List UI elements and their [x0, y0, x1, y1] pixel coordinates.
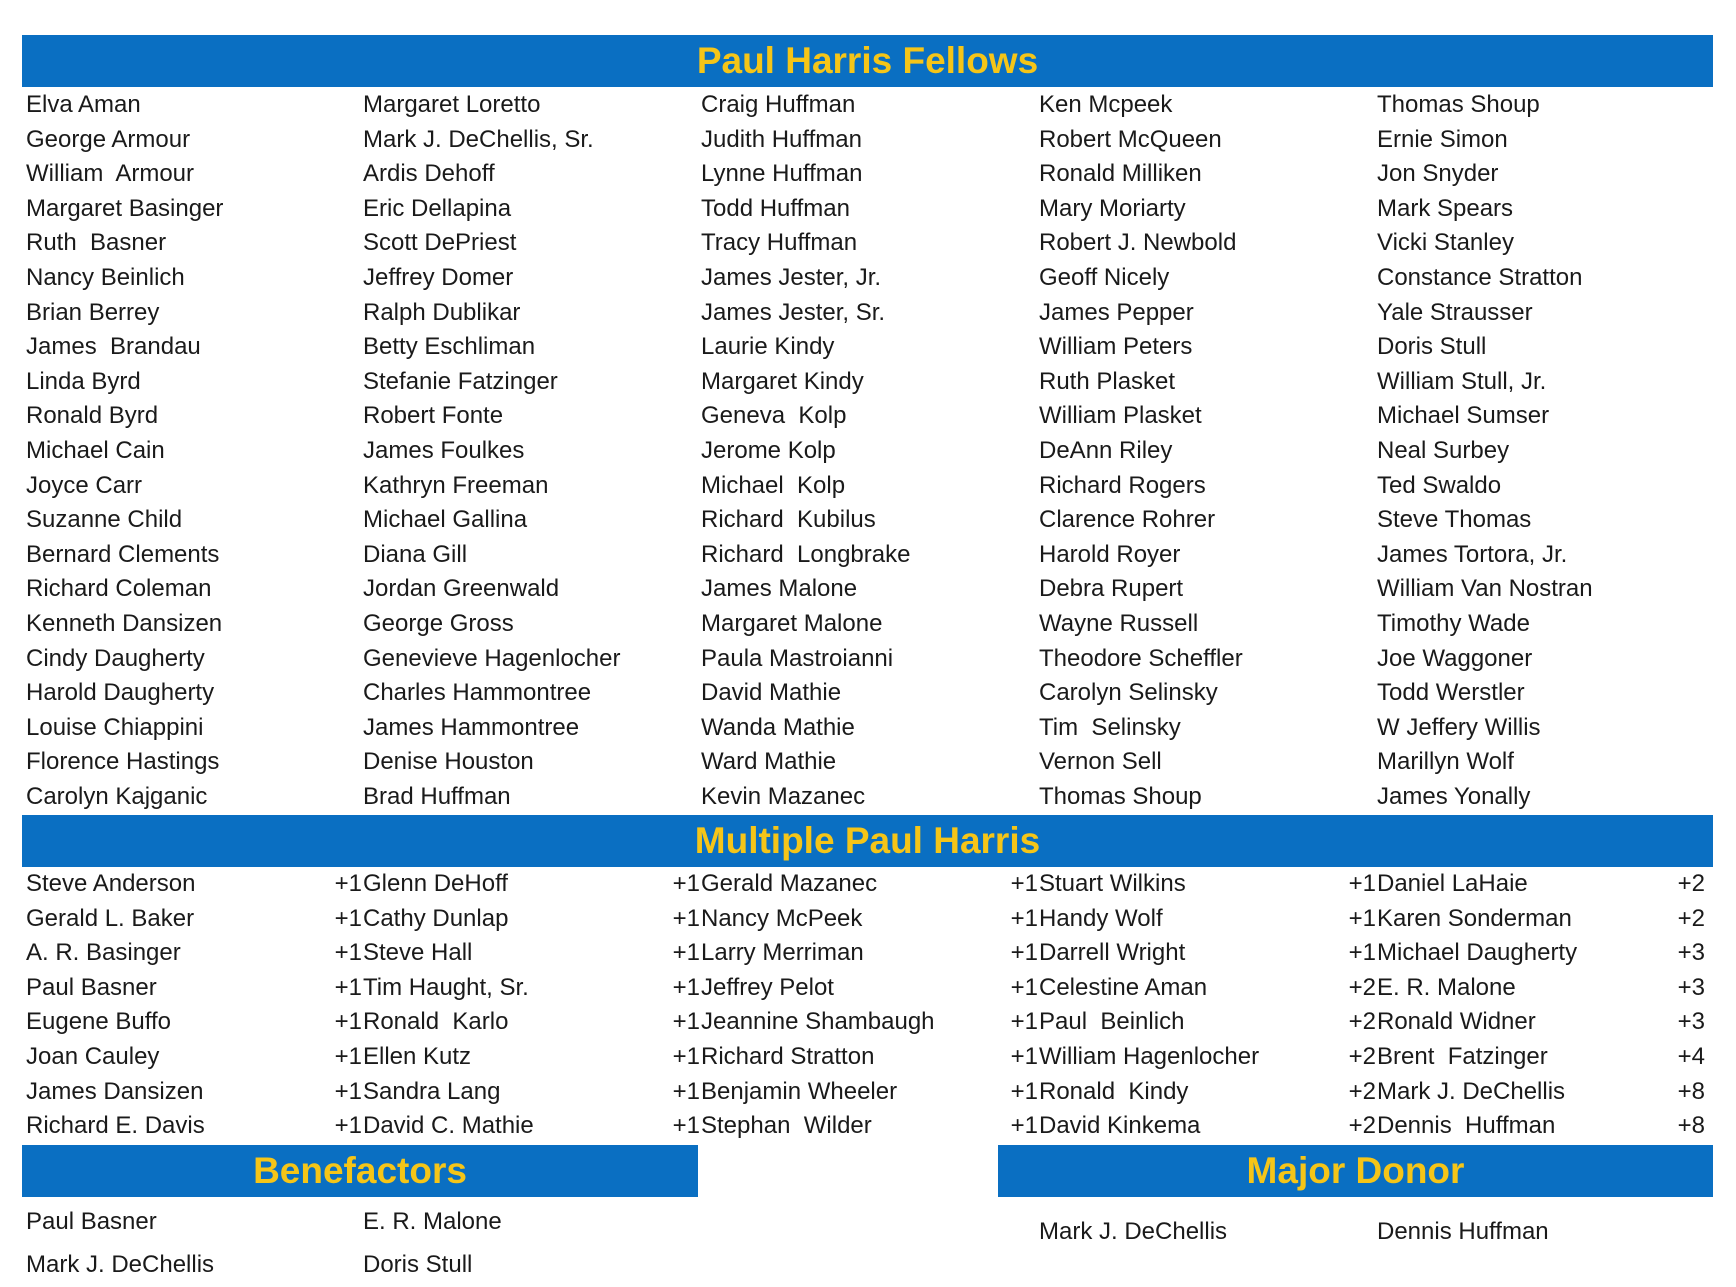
- fellow-name: Debra Rupert: [1039, 575, 1184, 603]
- multiple-fellow-count: +1: [672, 904, 700, 932]
- multiple-fellow-name: Stuart Wilkins: [1039, 870, 1186, 897]
- fellow-name: Wanda Mathie: [701, 713, 855, 741]
- multiple-fellow-name: E. R. Malone: [1377, 973, 1516, 1001]
- fellow-name: Robert Fonte: [363, 402, 504, 430]
- multiple-fellow-name: Handy Wolf: [1039, 904, 1163, 932]
- fellow-name: Ward Mathie: [701, 748, 837, 776]
- multiple-fellow-count: +1: [1010, 1008, 1038, 1036]
- multiple-fellow-count: +1: [1348, 870, 1376, 897]
- fellow-name: DeAnn Riley: [1039, 437, 1173, 464]
- fellow-name: W Jeffery Willis: [1377, 713, 1541, 741]
- multiple-fellow-count: +2: [1348, 973, 1376, 1001]
- fellow-name: Joyce Carr: [26, 471, 143, 499]
- fellow-name: James Jester, Jr.: [701, 264, 882, 291]
- multiple-fellow-count: +3: [1677, 1008, 1705, 1036]
- fellow-name: Doris Stull: [1377, 333, 1487, 361]
- fellow-name: Geneva Kolp: [701, 402, 847, 430]
- fellow-name: Neal Surbey: [1377, 437, 1510, 464]
- fellow-name: Ardis Dehoff: [363, 160, 495, 188]
- fellow-name: Elva Aman: [26, 91, 141, 118]
- fellow-name: Margaret Kindy: [701, 367, 864, 395]
- fellow-name: Constance Stratton: [1377, 264, 1583, 291]
- multiple-fellow-name: Michael Daugherty: [1377, 939, 1578, 967]
- multiple-fellow-name: Stephan Wilder: [701, 1112, 872, 1140]
- fellow-name: Michael Kolp: [701, 471, 846, 499]
- fellow-name: Richard Kubilus: [701, 506, 876, 534]
- multiple-fellow-count: +2: [1348, 1008, 1376, 1036]
- multiple-fellow-name: Richard E. Davis: [26, 1112, 205, 1140]
- fellow-name: James Hammontree: [363, 713, 580, 741]
- multiple-fellow-name: Larry Merriman: [701, 939, 864, 967]
- fellow-name: Margaret Basinger: [26, 194, 224, 222]
- multiple-fellow-count: +1: [1010, 1043, 1038, 1070]
- multiple-fellow-count: +1: [334, 870, 362, 897]
- fellow-name: Ken Mcpeek: [1039, 91, 1173, 118]
- fellow-name: Laurie Kindy: [701, 333, 835, 361]
- fellow-name: Thomas Shoup: [1377, 91, 1540, 118]
- fellow-name: Brad Huffman: [363, 783, 511, 810]
- multiple-fellow-name: Karen Sonderman: [1377, 904, 1572, 932]
- fellow-name: Richard Rogers: [1039, 471, 1206, 499]
- multiple-fellow-name: Ronald Karlo: [363, 1008, 509, 1036]
- multiple-fellow-count: +8: [1677, 1112, 1705, 1140]
- multiple-fellow-count: +1: [1010, 870, 1038, 897]
- fellow-name: James Pepper: [1039, 298, 1194, 326]
- fellow-name: Brian Berrey: [26, 298, 160, 326]
- fellow-name: Cindy Daugherty: [26, 644, 205, 672]
- multiple-fellow-name: Jeffrey Pelot: [701, 973, 834, 1001]
- multiple-fellow-name: Jeannine Shambaugh: [701, 1008, 935, 1036]
- fellow-name: Carolyn Selinsky: [1039, 679, 1218, 707]
- fellow-name: Carolyn Kajganic: [26, 783, 208, 810]
- fellow-name: Thomas Shoup: [1039, 783, 1202, 810]
- benefactor-name: Mark J. DeChellis: [26, 1251, 215, 1278]
- fellow-name: Robert J. Newbold: [1039, 229, 1237, 257]
- multiple-fellow-name: David C. Mathie: [363, 1112, 534, 1140]
- fellow-name: Richard Longbrake: [701, 540, 911, 568]
- fellow-name: Clarence Rohrer: [1039, 506, 1216, 534]
- fellow-name: Theodore Scheffler: [1039, 644, 1243, 672]
- multiple-fellow-name: Celestine Aman: [1039, 973, 1208, 1001]
- multiple-fellow-count: +1: [672, 1077, 700, 1105]
- fellow-name: Jordan Greenwald: [363, 575, 560, 603]
- fellow-name: Tracy Huffman: [701, 229, 858, 257]
- multiple-fellow-name: Gerald L. Baker: [26, 904, 195, 932]
- multiple-fellow-name: William Hagenlocher: [1039, 1043, 1260, 1070]
- fellow-name: Wayne Russell: [1039, 610, 1199, 637]
- fellow-name: Eric Dellapina: [363, 194, 512, 222]
- multiple-fellow-count: +1: [672, 939, 700, 967]
- fellow-name: Ted Swaldo: [1377, 471, 1502, 499]
- fellow-name: James Malone: [701, 575, 858, 603]
- fellow-name: Denise Houston: [363, 748, 534, 776]
- multiple-fellow-count: +1: [1010, 904, 1038, 932]
- multiple-fellow-name: Daniel LaHaie: [1377, 870, 1528, 897]
- fellow-name: Suzanne Child: [26, 506, 183, 534]
- fellow-name: James Brandau: [26, 333, 201, 361]
- fellow-name: Bernard Clements: [26, 540, 220, 568]
- fellow-name: Scott DePriest: [363, 229, 517, 257]
- fellow-name: William Peters: [1039, 333, 1193, 361]
- fellow-name: Todd Werstler: [1377, 679, 1525, 707]
- fellow-name: Genevieve Hagenlocher: [363, 644, 621, 672]
- multiple-fellow-name: Dennis Huffman: [1377, 1112, 1556, 1140]
- multiple-fellow-count: +1: [334, 904, 362, 932]
- fellow-name: William Armour: [26, 160, 195, 188]
- fellow-name: Harold Royer: [1039, 540, 1181, 568]
- multiple-fellow-count: +2: [1348, 1112, 1376, 1140]
- multiple-fellow-count: +1: [672, 1008, 700, 1036]
- fellow-name: Mark J. DeChellis, Sr.: [363, 125, 594, 153]
- benefactor-name: Doris Stull: [363, 1251, 473, 1278]
- multiple-fellow-count: +3: [1677, 939, 1705, 967]
- fellow-name: Louise Chiappini: [26, 713, 204, 741]
- multiple-fellow-count: +1: [334, 1112, 362, 1140]
- multiple-fellow-name: Paul Beinlich: [1039, 1008, 1185, 1036]
- multiple-fellow-count: +4: [1677, 1043, 1705, 1070]
- fellow-name: Judith Huffman: [701, 125, 862, 153]
- fellow-name: Todd Huffman: [701, 194, 850, 222]
- fellow-name: Vernon Sell: [1039, 748, 1162, 776]
- fellow-name: Vicki Stanley: [1377, 229, 1514, 257]
- fellow-name: Steve Thomas: [1377, 506, 1532, 534]
- multiple-fellow-name: Richard Stratton: [701, 1043, 875, 1070]
- multiple-fellow-name: Ronald Kindy: [1039, 1077, 1189, 1105]
- fellow-name: Michael Gallina: [363, 506, 528, 534]
- section-header-multiple-paul-harris: Multiple Paul Harris: [22, 815, 1713, 867]
- multiple-fellow-count: +2: [1348, 1077, 1376, 1105]
- fellow-name: Kathryn Freeman: [363, 471, 549, 499]
- fellow-name: Ruth Plasket: [1039, 367, 1176, 395]
- multiple-fellow-name: Brent Fatzinger: [1377, 1043, 1548, 1070]
- fellow-name: George Gross: [363, 610, 514, 637]
- fellow-name: William Stull, Jr.: [1377, 367, 1547, 395]
- fellow-name: Robert McQueen: [1039, 125, 1222, 153]
- fellow-name: Craig Huffman: [701, 91, 856, 118]
- multiple-fellow-name: Joan Cauley: [26, 1043, 160, 1070]
- fellow-name: Michael Cain: [26, 437, 165, 464]
- multiple-fellow-count: +1: [1348, 939, 1376, 967]
- multiple-fellow-count: +3: [1677, 973, 1705, 1001]
- multiple-fellow-name: Cathy Dunlap: [363, 904, 509, 932]
- benefactor-name: Paul Basner: [26, 1208, 157, 1235]
- multiple-fellow-count: +1: [334, 973, 362, 1001]
- fellow-name: Michael Sumser: [1377, 402, 1550, 430]
- multiple-fellow-count: +2: [1348, 1043, 1376, 1070]
- multiple-fellow-name: Ellen Kutz: [363, 1043, 472, 1070]
- fellow-name: Tim Selinsky: [1039, 713, 1181, 741]
- fellow-name: Ronald Milliken: [1039, 160, 1202, 188]
- fellow-name: Yale Strausser: [1377, 298, 1533, 326]
- fellow-name: Mark Spears: [1377, 194, 1514, 222]
- multiple-fellow-name: A. R. Basinger: [26, 939, 181, 967]
- multiple-fellow-count: +1: [672, 973, 700, 1001]
- multiple-fellow-count: +1: [1010, 973, 1038, 1001]
- fellow-name: Margaret Malone: [701, 610, 883, 637]
- fellow-name: Kenneth Dansizen: [26, 610, 223, 637]
- multiple-fellow-name: Steve Hall: [363, 939, 473, 967]
- fellow-name: William Plasket: [1039, 402, 1202, 430]
- fellow-name: James Yonally: [1377, 783, 1531, 810]
- multiple-fellow-count: +1: [672, 1043, 700, 1070]
- fellow-name: Mary Moriarty: [1039, 194, 1186, 222]
- multiple-fellow-name: Glenn DeHoff: [363, 870, 508, 897]
- major-donor-name: Dennis Huffman: [1377, 1218, 1549, 1245]
- multiple-fellow-name: Darrell Wright: [1039, 939, 1186, 967]
- fellow-name: Betty Eschliman: [363, 333, 536, 361]
- multiple-fellow-name: Gerald Mazanec: [701, 870, 878, 897]
- fellow-name: Harold Daugherty: [26, 679, 215, 707]
- multiple-fellow-name: Eugene Buffo: [26, 1008, 172, 1036]
- fellow-name: Ronald Byrd: [26, 402, 159, 430]
- multiple-fellow-name: Ronald Widner: [1377, 1008, 1536, 1036]
- multiple-fellow-count: +1: [334, 1008, 362, 1036]
- multiple-fellow-name: Paul Basner: [26, 973, 157, 1001]
- fellow-name: Marillyn Wolf: [1377, 748, 1514, 776]
- multiple-fellow-name: Mark J. DeChellis: [1377, 1077, 1566, 1105]
- fellow-name: Ruth Basner: [26, 229, 167, 257]
- fellow-name: Lynne Huffman: [701, 160, 863, 188]
- multiple-fellow-name: David Kinkema: [1039, 1112, 1201, 1140]
- fellow-name: William Van Nostran: [1377, 575, 1593, 603]
- multiple-fellow-name: Sandra Lang: [363, 1077, 501, 1105]
- fellow-name: Diana Gill: [363, 540, 468, 568]
- multiple-fellow-name: Tim Haught, Sr.: [363, 973, 529, 1001]
- multiple-fellow-count: +1: [334, 1043, 362, 1070]
- multiple-fellow-count: +1: [1348, 904, 1376, 932]
- fellow-name: Ralph Dublikar: [363, 298, 521, 326]
- multiple-fellow-count: +1: [1010, 1112, 1038, 1140]
- multiple-fellow-count: +1: [1010, 939, 1038, 967]
- multiple-fellow-count: +1: [672, 870, 700, 897]
- fellow-name: Geoff Nicely: [1039, 264, 1170, 291]
- fellow-name: Paula Mastroianni: [701, 644, 894, 672]
- fellow-name: Charles Hammontree: [363, 679, 592, 707]
- major-donor-name: Mark J. DeChellis: [1039, 1218, 1228, 1245]
- multiple-fellow-name: Benjamin Wheeler: [701, 1077, 898, 1105]
- benefactor-name: E. R. Malone: [363, 1208, 502, 1235]
- multiple-fellow-name: Nancy McPeek: [701, 904, 863, 932]
- fellow-name: Joe Waggoner: [1377, 644, 1533, 672]
- multiple-fellow-count: +8: [1677, 1077, 1705, 1105]
- multiple-fellow-count: +1: [672, 1112, 700, 1140]
- multiple-fellow-name: James Dansizen: [26, 1077, 204, 1105]
- multiple-fellow-count: +2: [1677, 870, 1705, 897]
- fellow-name: Linda Byrd: [26, 367, 141, 395]
- fellow-name: Jon Snyder: [1377, 160, 1499, 188]
- section-header-benefactors: Benefactors: [22, 1145, 698, 1197]
- fellow-name: Stefanie Fatzinger: [363, 367, 558, 395]
- fellow-name: Ernie Simon: [1377, 125, 1508, 153]
- multiple-fellow-count: +1: [334, 1077, 362, 1105]
- fellow-name: David Mathie: [701, 679, 842, 707]
- multiple-fellow-name: Steve Anderson: [26, 870, 196, 897]
- fellow-name: Jeffrey Domer: [363, 264, 514, 291]
- fellow-name: Kevin Mazanec: [701, 783, 866, 810]
- fellow-name: Florence Hastings: [26, 748, 220, 776]
- fellow-name: Timothy Wade: [1377, 610, 1530, 637]
- multiple-fellow-count: +1: [1010, 1077, 1038, 1105]
- multiple-fellow-count: +1: [334, 939, 362, 967]
- fellow-name: George Armour: [26, 125, 191, 153]
- multiple-fellow-count: +2: [1677, 904, 1705, 932]
- fellow-name: James Jester, Sr.: [701, 298, 886, 326]
- section-header-major-donor: Major Donor: [998, 1145, 1713, 1197]
- fellow-name: James Foulkes: [363, 437, 525, 464]
- fellow-name: Jerome Kolp: [701, 437, 836, 464]
- fellow-name: James Tortora, Jr.: [1377, 540, 1568, 568]
- section-header-paul-harris-fellows: Paul Harris Fellows: [22, 35, 1713, 87]
- fellow-name: Richard Coleman: [26, 575, 212, 603]
- fellow-name: Nancy Beinlich: [26, 264, 185, 291]
- fellow-name: Margaret Loretto: [363, 91, 541, 118]
